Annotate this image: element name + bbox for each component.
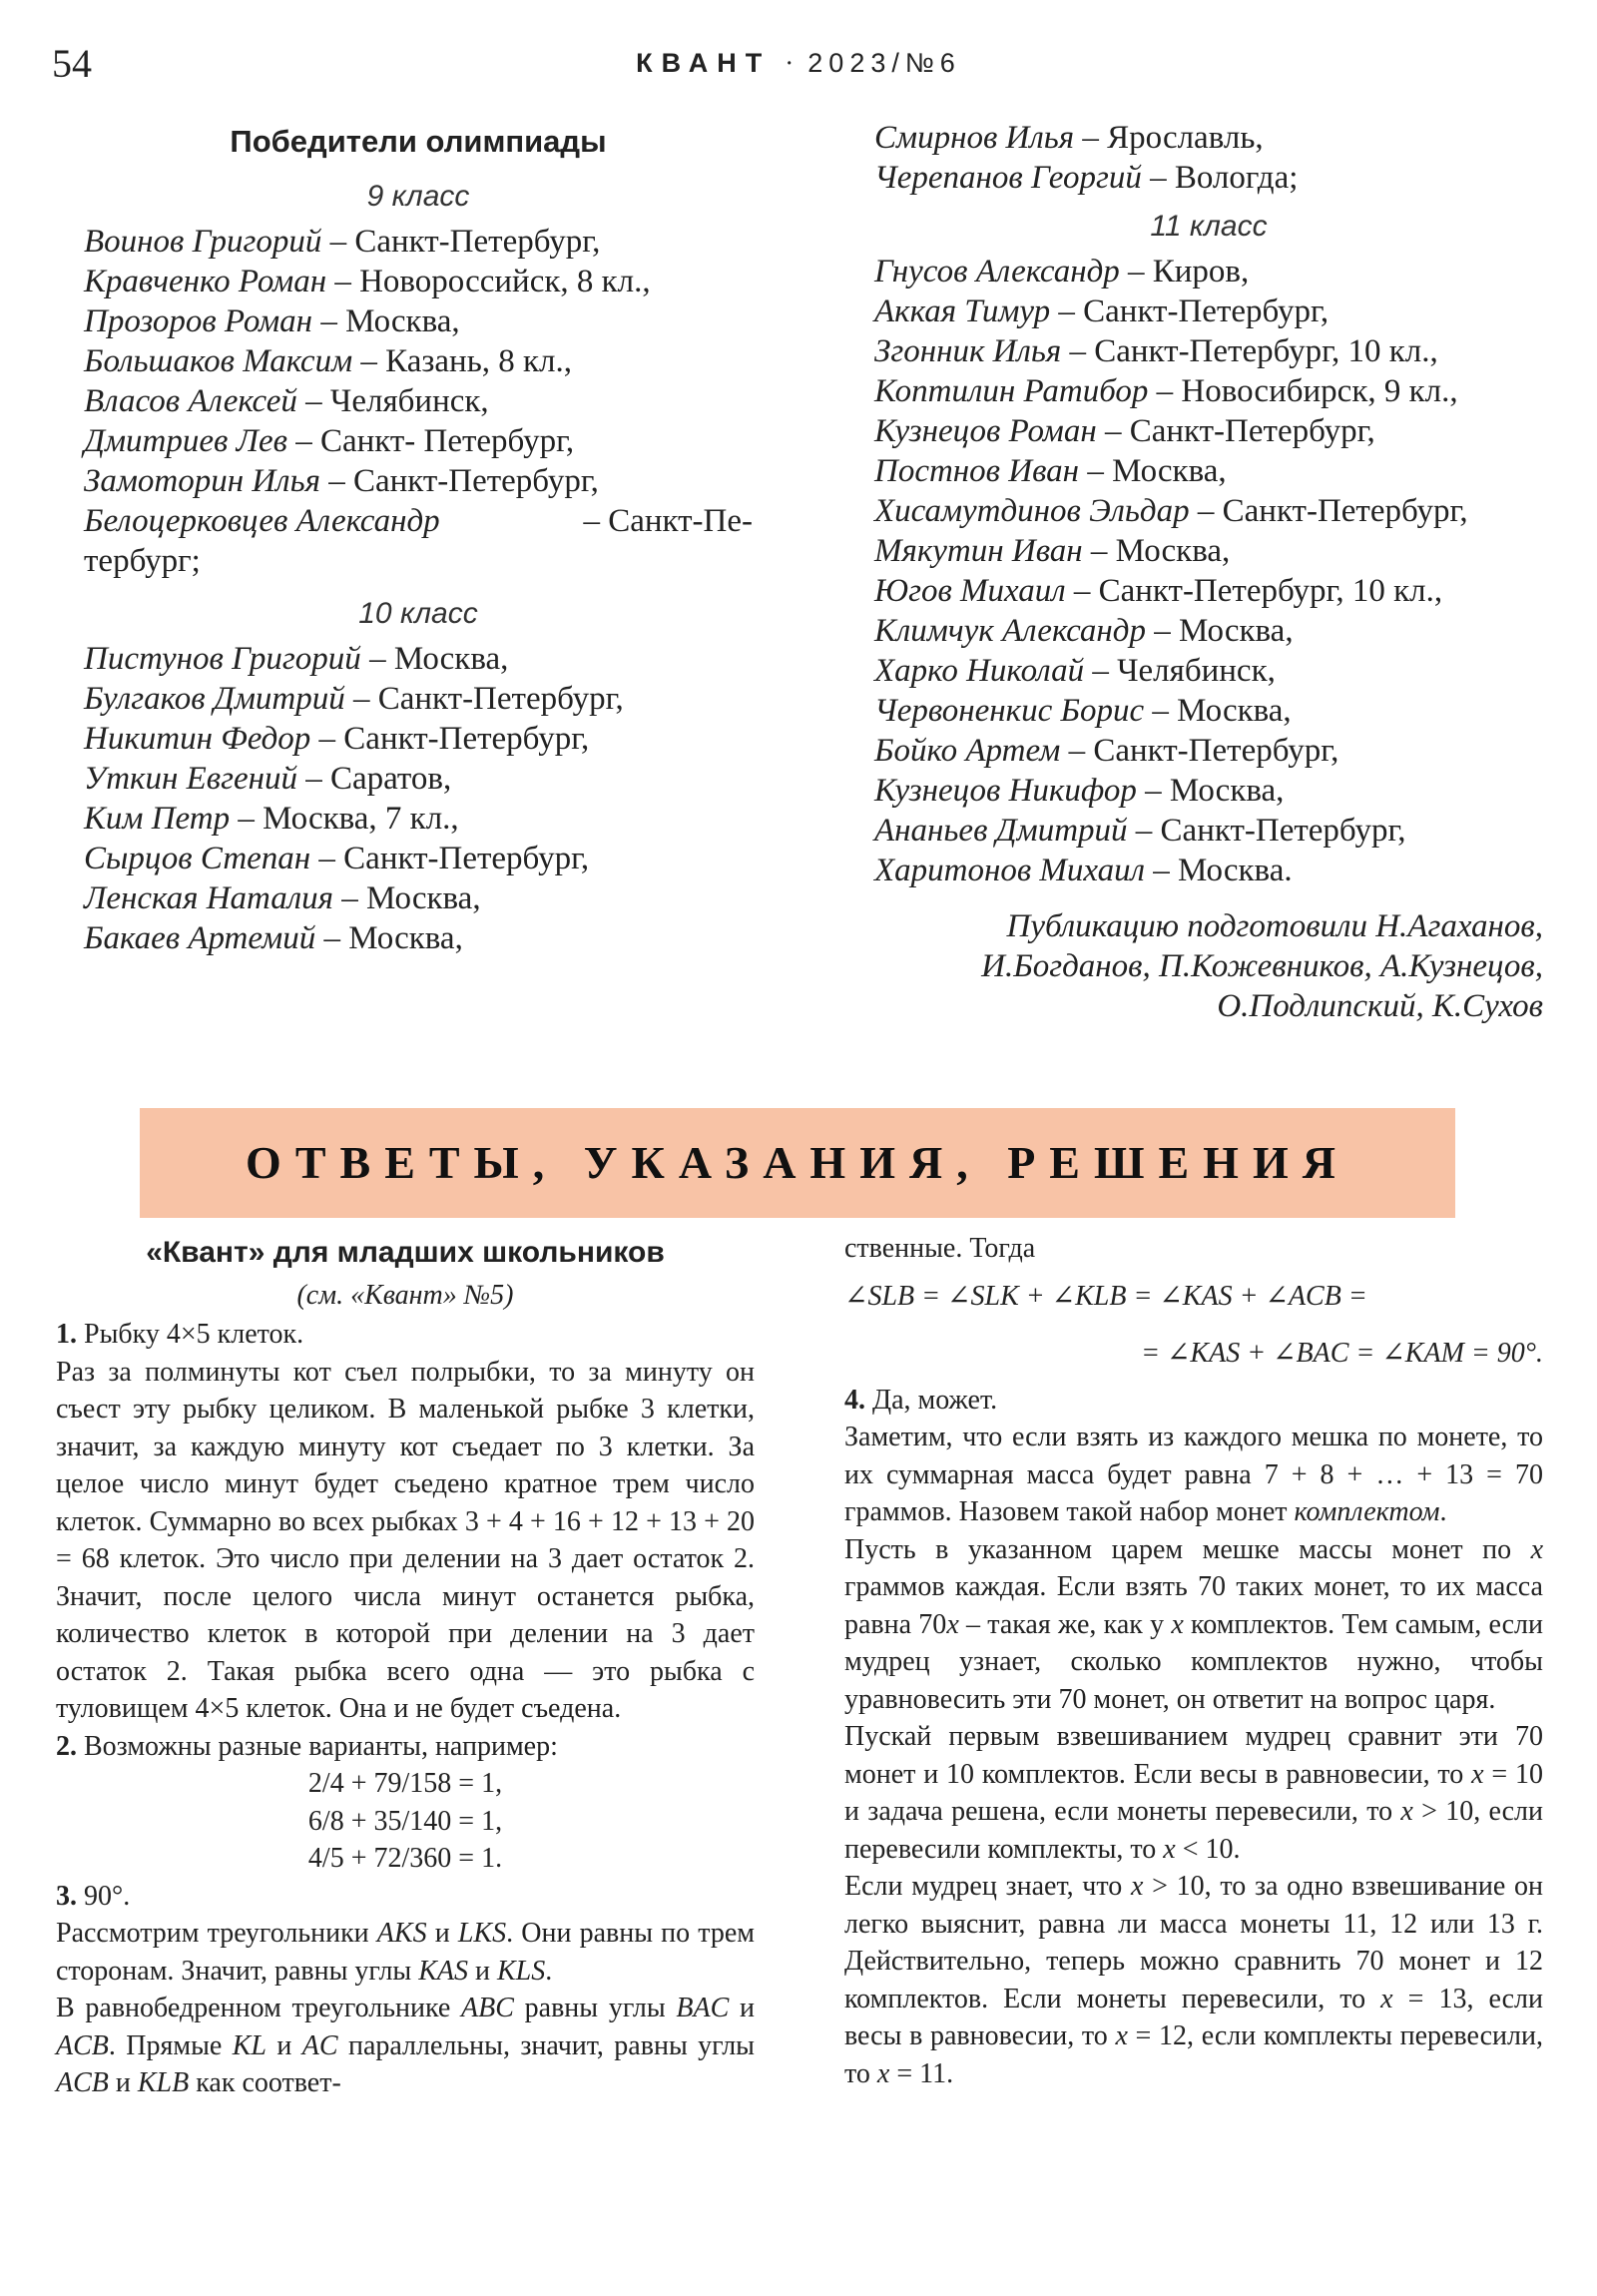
winner-city: – Санкт-Петербург, xyxy=(1096,413,1375,449)
winners-left-column xyxy=(84,118,753,958)
winner-city: – Ярославль, xyxy=(1074,120,1264,156)
winner-entry xyxy=(84,639,753,679)
answer-3-text-2: В равнобедренном треугольнике ABC равны углы BAC и ACB. Прямые KL и AC параллельны, значит, равны углы ACB и KLB как соответ- xyxy=(56,1993,756,2098)
winner-city: – Санкт-Петербург, xyxy=(1189,493,1468,529)
answer-4-heading xyxy=(844,1382,1543,1420)
winner-entry xyxy=(874,611,1543,651)
answer-number: 3. xyxy=(56,1880,77,1912)
class9-heading: 9 класс xyxy=(366,180,470,213)
winner-name: Черепанов Георгий xyxy=(874,160,1142,196)
winner-city: – Москва. xyxy=(1145,853,1293,888)
winner-city: – Москва, xyxy=(1082,533,1231,569)
winner-city: – Санкт-Петербург, 10 кл., xyxy=(1065,573,1443,609)
winner-city: – Челябинск, xyxy=(1084,653,1276,689)
winner-entry xyxy=(84,799,753,839)
winner-name: Бойко Артем xyxy=(874,733,1061,769)
header-separator: · xyxy=(785,48,795,78)
winner-entry xyxy=(874,571,1543,611)
winner-city: – Саратов, xyxy=(296,761,452,797)
winner-city: – Москва, xyxy=(315,920,463,956)
magazine-name: КВАНТ xyxy=(636,48,772,78)
answer-short: Да, может. xyxy=(865,1384,998,1416)
winner-city: – Челябинск, xyxy=(296,383,489,419)
winner-entry xyxy=(874,491,1543,531)
winner-name: Ананьев Дмитрий xyxy=(874,813,1128,849)
winner-entry xyxy=(874,411,1543,451)
winner-name: Уткин Евгений xyxy=(84,761,297,797)
winner-name: Постнов Иван xyxy=(874,453,1080,489)
winner-name: Гнусов Александр xyxy=(874,254,1120,289)
answers-reference: (см. «Квант» №5) xyxy=(296,1280,514,1311)
answer-3-continuation: ственные. Тогда xyxy=(844,1233,1036,1264)
winner-entry xyxy=(874,371,1543,411)
winner-entry xyxy=(874,331,1543,371)
answer-3-heading xyxy=(56,1878,755,1916)
answer-short: Рыбку 4×5 клеток. xyxy=(77,1319,304,1350)
answer-number: 1. xyxy=(56,1319,77,1350)
winner-name: Воинов Григорий xyxy=(84,224,322,260)
winner-city: – Санкт-Петербург, xyxy=(310,721,590,757)
winner-city: – Новосибирск, 9 кл., xyxy=(1148,373,1458,409)
answer-short: 90°. xyxy=(77,1880,131,1912)
answer-1-heading xyxy=(56,1316,755,1354)
issue-number: 2023/№6 xyxy=(807,48,961,78)
winner-city: – Санкт-Петербург, xyxy=(321,224,601,260)
winner-entry xyxy=(84,381,753,421)
answer-4-text-3: Пускай первым взвешиванием мудрец сравнит эти 70 монет и 10 комплектов. Если весы в равновесии, то x = 10 и задача решена, если монеты перевесили, то x > 10, если перевесили комплекты, то x < 10. xyxy=(844,1721,1543,1865)
winner-entry xyxy=(874,291,1543,331)
angle-equation-1: ∠SLB = ∠SLK + ∠KLB = ∠KAS + ∠ACB = xyxy=(844,1280,1367,1312)
answer-3-text: Рассмотрим треугольники AKS и LKS. Они равны по трем сторонам. Значит, равны углы KAS и KLS. xyxy=(56,1918,755,1987)
winner-name: Згонник Илья xyxy=(874,333,1062,369)
winner-entry xyxy=(84,222,753,262)
winner-entry xyxy=(84,918,753,958)
answer-short: Возможны разные варианты, например: xyxy=(77,1730,558,1762)
winner-city: – Санкт-Петербург, xyxy=(310,841,590,876)
equation: 2/4 + 79/158 = 1, xyxy=(307,1768,503,1799)
winner-name: Коптилин Ратибор xyxy=(874,373,1149,409)
winner-name: Белоцерковцев Александр xyxy=(84,503,440,539)
winner-name: Климчук Александр xyxy=(874,613,1146,649)
class11-list xyxy=(874,252,1543,890)
winner-entry xyxy=(874,531,1543,571)
winner-city: – Санкт-Петербург, xyxy=(344,681,624,717)
winner-city: – Санкт-Петербург, xyxy=(1127,813,1406,849)
winner-name: Югов Михаил xyxy=(874,573,1066,609)
winner-city: – Санкт-Петербург, xyxy=(1060,733,1339,769)
winner-city: – Вологда; xyxy=(1141,160,1299,196)
winner-name: Харитонов Михаил xyxy=(874,853,1146,888)
winner-name: Хисамутдинов Эльдар xyxy=(874,493,1190,529)
winner-entry xyxy=(84,719,753,759)
answer-4-text-4: Если мудрец знает, что x > 10, то за одно взвешивание он легко выяснит, равна ли масса монеты 11, 12 или 13 г. Действительно, теперь можно сравнить 70 монет и 12 комплектов. Если монеты перевесили, то x = 13, если весы в равновесии, то x = 12, если комплекты перевесили, то x = 11. xyxy=(844,1871,1543,2089)
winner-city: – Москва, xyxy=(360,641,509,677)
winner-name: Кузнецов Роман xyxy=(874,413,1097,449)
winner-entry xyxy=(84,262,753,301)
answer-4-text-2: Пусть в указанном царем мешке массы монет по x граммов каждая. Если взять 70 таких монет, то их масса равна 70x – такая же, как у x комплектов. Тем самым, если мудрец узнает, сколько комплектов нужно, чтобы уравновесить эти 70 монет, он ответит на вопрос царя. xyxy=(844,1533,1544,1715)
winner-name: Ленская Наталия xyxy=(84,880,334,916)
winner-city: – Киров, xyxy=(1119,254,1250,289)
winner-name: Смирнов Илья xyxy=(874,120,1075,156)
credits-line: Публикацию подготовили Н.Агаханов, xyxy=(1006,908,1543,944)
winner-name: Кравченко Роман xyxy=(84,264,327,299)
winner-entry xyxy=(874,691,1543,731)
winner-city: – Москва, xyxy=(1136,773,1285,809)
winner-name: Никитин Федор xyxy=(84,721,311,757)
winner-entry xyxy=(874,771,1543,811)
class9-list xyxy=(84,222,753,581)
winner-name: Сырцов Степан xyxy=(84,841,311,876)
winner-name: Власов Алексей xyxy=(84,383,297,419)
winner-entry xyxy=(84,421,753,461)
winner-name: Булгаков Дмитрий xyxy=(84,681,345,717)
section-banner-title: ОТВЕТЫ, УКАЗАНИЯ, РЕШЕНИЯ xyxy=(246,1137,1349,1188)
equation: 6/8 + 35/140 = 1, xyxy=(307,1805,503,1837)
class11-heading: 11 класс xyxy=(1150,210,1268,243)
winner-city: – Москва, xyxy=(333,880,481,916)
page-number: 54 xyxy=(52,41,92,86)
answer-number: 2. xyxy=(56,1730,77,1762)
winner-entry xyxy=(84,341,753,381)
winner-entry xyxy=(84,301,753,341)
winner-city: – Москва, xyxy=(1079,453,1227,489)
answers-subtitle: «Квант» для младших школьников xyxy=(146,1236,665,1269)
winner-city: – Казань, 8 кл., xyxy=(352,343,572,379)
winner-entry xyxy=(874,811,1543,851)
class10-heading: 10 класс xyxy=(358,597,478,630)
winner-name: Дмитриев Лев xyxy=(84,423,287,459)
section-banner xyxy=(140,1108,1455,1218)
winner-city: – Санкт-Пе- xyxy=(583,503,753,539)
winner-entry xyxy=(874,651,1543,691)
winners-title: Победители олимпиады xyxy=(230,124,607,159)
answer-number: 4. xyxy=(844,1384,865,1416)
winner-name: Прозоров Роман xyxy=(84,303,313,339)
winner-entry xyxy=(84,878,753,918)
winner-entry xyxy=(874,451,1543,491)
answer-4-text: Заметим, что если взять из каждого мешка по монете, то их суммарная масса будет равна 7 + 8 + … + 13 = 70 граммов. Назовем такой набор монет комплектом. xyxy=(844,1422,1543,1527)
winner-entry-continuation: тербург; xyxy=(84,543,201,579)
credits-line: О.Подлипский, К.Сухов xyxy=(1217,988,1543,1024)
winner-name: Замоторин Илья xyxy=(84,463,320,499)
credits-line: И.Богданов, П.Кожевников, А.Кузнецов, xyxy=(981,948,1543,984)
winner-city: – Москва, xyxy=(312,303,460,339)
winner-city: – Санкт-Петербург, 10 кл., xyxy=(1061,333,1438,369)
winner-city: – Санкт-Петербург, xyxy=(1050,293,1330,329)
angle-equation-2: = ∠KAS + ∠BAC = ∠KAM = 90°. xyxy=(1141,1337,1543,1369)
winner-entry xyxy=(84,759,753,799)
winner-city: – Москва, 7 кл., xyxy=(230,801,459,837)
answer-1-text: Раз за полминуты кот съел полрыбки, то за минуту он съест эту рыбку целиком. В маленькой рыбке 3 клетки, значит, за каждую минуту кот съедает по 3 клетки. За целое число минут будет съедено кратное трем число клеток. Суммарно во всех рыбках 3 + 4 + 16 + 12 + 13 + 20 = 68 клеток. Это число при делении на 3 дает остаток 2. Значит, после целого числа минут останется рыбка, количество клеток в которой при делении на 3 дает остаток 2. Такая рыбка всего одна — это рыбка с туловищем 4×5 клеток. Она и не будет съедена. xyxy=(56,1356,755,1724)
winner-entry xyxy=(874,731,1543,771)
answers-left-column xyxy=(56,1230,755,2102)
winner-city: – Санкт-Петербург, xyxy=(319,463,599,499)
winner-entry xyxy=(874,252,1543,291)
winner-name: Кузнецов Никифор xyxy=(874,773,1137,809)
winner-name: Червоненкис Борис xyxy=(874,693,1145,729)
winner-entry xyxy=(874,158,1543,198)
running-header xyxy=(0,50,1597,77)
winner-entry xyxy=(84,839,753,878)
winner-city: – Санкт- Петербург, xyxy=(286,423,575,459)
winner-entry xyxy=(874,118,1543,158)
winner-entry xyxy=(84,501,753,541)
winner-name: Аккая Тимур xyxy=(874,293,1051,329)
winner-entry xyxy=(84,461,753,501)
answer-2-heading xyxy=(56,1728,755,1766)
winner-name: Ким Петр xyxy=(84,801,231,837)
equation: 4/5 + 72/360 = 1. xyxy=(307,1843,503,1874)
winner-name: Большаков Максим xyxy=(84,343,353,379)
winners-right-column xyxy=(874,118,1543,1026)
winner-name: Бакаев Артемий xyxy=(84,920,316,956)
winner-name: Харко Николай xyxy=(874,653,1085,689)
winner-entry xyxy=(874,851,1543,890)
winner-city: – Москва, xyxy=(1146,613,1294,649)
answers-right-column xyxy=(844,1230,1543,2092)
winner-city: – Москва, xyxy=(1144,693,1292,729)
class10-list xyxy=(84,639,753,958)
credits xyxy=(874,906,1543,1026)
winner-name: Пистунов Григорий xyxy=(84,641,361,677)
winner-entry xyxy=(84,679,753,719)
winner-city: – Новороссийск, 8 кл., xyxy=(326,264,651,299)
winner-name: Мякутин Иван xyxy=(874,533,1083,569)
